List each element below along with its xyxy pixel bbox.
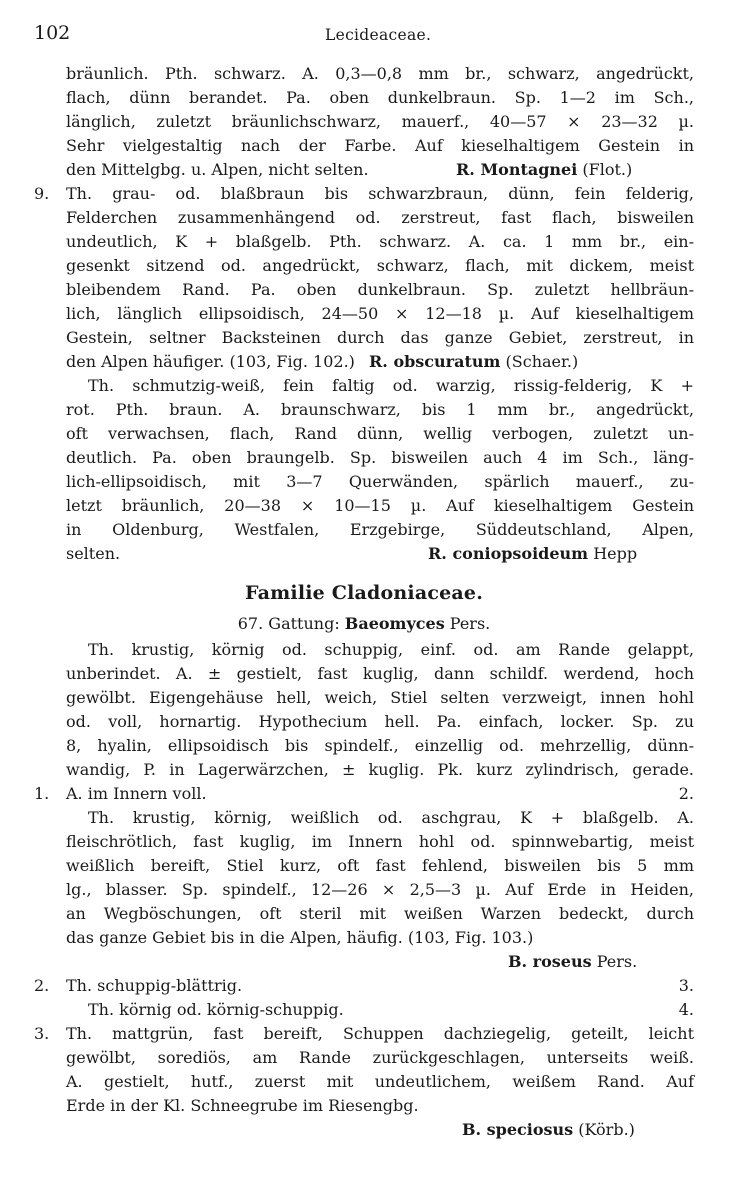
genus-abbrev: B. <box>462 1120 487 1139</box>
text-line: fleischrötlich, fast kuglig, im Innern hohl od. spinnwebartig, meist <box>66 832 694 851</box>
species-author: Hepp <box>588 544 638 563</box>
text-line: den Mittelgbg. u. Alpen, nicht selten. <box>66 160 369 179</box>
text-line: letzt bräunlich, 20—38 × 10—15 µ. Auf kieselhaltigem Gestein <box>66 496 694 515</box>
key-reference: 2. <box>678 784 694 803</box>
text-line: weißlich bereift, Stiel kurz, oft fast fehlend, bisweilen bis 5 mm <box>66 856 694 875</box>
species-name <box>508 950 637 974</box>
genus-abbrev: R. <box>428 544 453 563</box>
text-line: Th. grau- od. blaßbraun bis schwarzbraun, dünn, fein felderig, <box>66 184 694 203</box>
key-number: 3. <box>34 1024 50 1043</box>
text-line: Erde in der Kl. Schneegrube im Riesengbg. <box>66 1096 419 1115</box>
text-line: lich-ellipsoidisch, mit 3—7 Querwänden, spärlich mauerf., zu- <box>66 472 694 491</box>
text-line: Th. krustig, körnig od. schuppig, einf. od. am Rande gelappt, <box>88 640 694 659</box>
text-line: Sehr vielgestaltig nach der Farbe. Auf kieselhaltigem Gestein in <box>66 136 694 155</box>
key-number: 1. <box>34 784 50 803</box>
species-epithet: roseus <box>532 952 592 971</box>
text-line: gewölbt. Eigengehäuse hell, weich, Stiel selten verzweigt, innen hohl <box>66 688 694 707</box>
text-line: Th. schuppig-blättrig. <box>66 976 243 995</box>
species-name <box>369 350 578 374</box>
key-reference: 3. <box>678 976 694 995</box>
text-line: od. voll, hornartig. Hypothecium hell. Pa. einfach, locker. Sp. zu <box>66 712 694 731</box>
genus-name: Baeomyces <box>344 614 445 633</box>
text-line: Felderchen zusammenhängend od. zerstreut, fast flach, bisweilen <box>66 208 694 227</box>
text-line: Th. körnig od. körnig-schuppig. <box>88 1000 344 1019</box>
running-header: Lecideaceae. <box>325 26 432 44</box>
text-line: rot. Pth. braun. A. braunschwarz, bis 1 mm br., angedrückt, <box>66 400 694 419</box>
species-author: (Körb.) <box>573 1120 635 1139</box>
key-reference: 4. <box>678 1000 694 1019</box>
page-number: 102 <box>34 22 71 44</box>
text-line: 8, hyalin, ellipsoidisch bis spindelf., einzellig od. mehrzellig, dünn- <box>66 736 694 755</box>
genus-abbrev: R. <box>456 160 481 179</box>
text-line: bleibendem Rand. Pa. oben dunkelbraun. Sp. zuletzt hellbräun- <box>66 280 694 299</box>
text-line: Gestein, seltner Backsteinen durch das ganze Gebiet, zerstreut, in <box>66 328 694 347</box>
text-line: den Alpen häufiger. (103, Fig. 102.) <box>66 352 355 371</box>
family-heading: Familie Cladoniaceae. <box>244 582 484 604</box>
text-line: Th. schmutzig-weiß, fein faltig od. warzig, rissig-felderig, K + <box>88 376 694 395</box>
text-line: Th. krustig, körnig, weißlich od. aschgrau, K + blaßgelb. A. <box>88 808 694 827</box>
species-name <box>456 158 632 182</box>
species-epithet: obscuratum <box>393 352 501 371</box>
text-line: undeutlich, K + blaßgelb. Pth. schwarz. A. ca. 1 mm br., ein- <box>66 232 694 251</box>
key-number: 2. <box>34 976 50 995</box>
text-line: oft verwachsen, flach, Rand dünn, wellig verbogen, zuletzt un- <box>66 424 694 443</box>
text-line: flach, dünn berandet. Pa. oben dunkelbraun. Sp. 1—2 im Sch., <box>66 88 694 107</box>
key-number: 9. <box>34 184 50 203</box>
text-line: unberindet. A. ± gestielt, fast kuglig, dann schildf. werdend, hoch <box>66 664 694 683</box>
species-epithet: Montagnei <box>480 160 578 179</box>
species-name <box>462 1118 635 1142</box>
text-line: A. gestielt, hutf., zuerst mit undeutlichem, weißem Rand. Auf <box>66 1072 694 1091</box>
text-line: lich, länglich ellipsoidisch, 24—50 × 12—18 µ. Auf kieselhaltigem <box>66 304 694 323</box>
genus-abbrev: R. <box>369 352 394 371</box>
text-line: an Wegböschungen, oft steril mit weißen Warzen bedeckt, durch <box>66 904 694 923</box>
text-line: gesenkt sitzend od. angedrückt, schwarz, flach, mit dickem, meist <box>66 256 694 275</box>
species-name <box>428 542 637 566</box>
text-line: selten. <box>66 544 121 563</box>
text-line: wandig, P. in Lagerwärzchen, ± kuglig. Pk. kurz zylindrisch, gerade. <box>66 760 694 779</box>
text-line: deutlich. Pa. oben braungelb. Sp. bisweilen auch 4 im Sch., läng- <box>66 448 694 467</box>
genus-heading <box>34 614 694 633</box>
species-epithet: coniopsoideum <box>452 544 589 563</box>
text-line: das ganze Gebiet bis in die Alpen, häufig. (103, Fig. 103.) <box>66 928 534 947</box>
genus-prefix: 67. Gattung: <box>237 614 345 633</box>
species-author: (Schaer.) <box>500 352 579 371</box>
genus-abbrev: B. <box>508 952 533 971</box>
species-author: Pers. <box>591 952 638 971</box>
species-epithet: speciosus <box>486 1120 574 1139</box>
text-line: länglich, zuletzt bräunlichschwarz, mauerf., 40—57 × 23—32 µ. <box>66 112 694 131</box>
text-line: in Oldenburg, Westfalen, Erzgebirge, Süddeutschland, Alpen, <box>66 520 694 539</box>
genus-author: Pers. <box>444 614 491 633</box>
species-author: (Flot.) <box>577 160 633 179</box>
text-line: lg., blasser. Sp. spindelf., 12—26 × 2,5—3 µ. Auf Erde in Heiden, <box>66 880 694 899</box>
text-line: A. im Innern voll. <box>66 784 207 803</box>
text-line: bräunlich. Pth. schwarz. A. 0,3—0,8 mm br., schwarz, angedrückt, <box>66 64 694 83</box>
text-line: gewölbt, sorediös, am Rande zurückgeschlagen, unterseits weiß. <box>66 1048 694 1067</box>
text-line: Th. mattgrün, fast bereift, Schuppen dachziegelig, geteilt, leicht <box>66 1024 694 1043</box>
